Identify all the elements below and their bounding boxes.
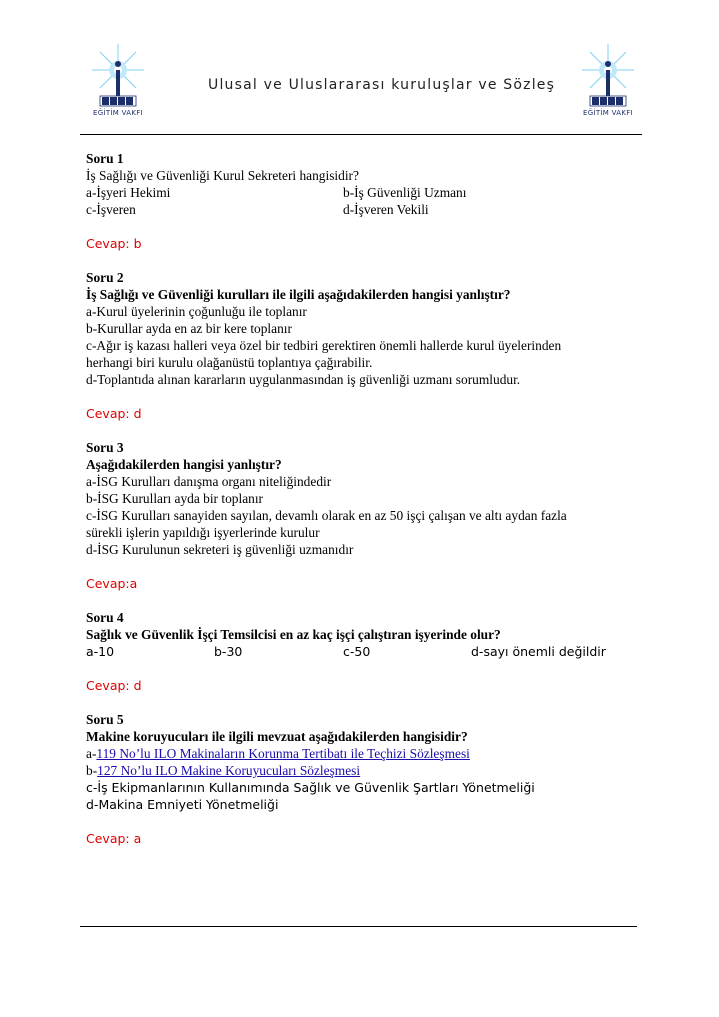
question-1-options-row-1 <box>86 184 626 201</box>
footer-divider <box>80 926 637 927</box>
question-4-answer: Cevap: d <box>86 678 142 693</box>
question-2-answer: Cevap: d <box>86 406 142 421</box>
question-3-text: Aşağıdakilerden hangisi yanlıştır? <box>86 457 282 472</box>
option-a: a-Kurul üyelerinin çoğunluğu ile toplanır <box>86 304 307 319</box>
option-b: b-Kurullar ayda en az bir kere toplanır <box>86 321 292 336</box>
option-c: c-İş Ekipmanlarının Kullanımında Sağlık ve Güvenlik Şartları Yönetmeliği <box>86 780 535 795</box>
question-2-title: Soru 2 <box>86 270 124 285</box>
option-c: c-İSG Kurulları sanayiden sayılan, devamlı olarak en az 50 işçi çalışan ve altı aydan fazla <box>86 508 567 523</box>
question-1-text: İş Sağlığı ve Güvenliği Kurul Sekreteri hangisidir? <box>86 168 359 183</box>
option-b: b-30 <box>214 644 243 659</box>
ilo-119-link[interactable]: 119 No’lu ILO Makinaların Korunma Tertibatı ile Teçhizi Sözleşmesi <box>96 746 470 761</box>
option-prefix: a- <box>86 746 97 761</box>
question-list <box>86 150 626 847</box>
option-a <box>86 745 626 762</box>
question-4-text: Sağlık ve Güvenlik İşçi Temsilcisi en az kaç işçi çalıştıran işyerinde olur? <box>86 627 501 642</box>
option-c-continued: sürekli işlerin yapıldığı işyerlerinde kurulur <box>86 525 320 540</box>
question-4-options-row <box>86 643 626 660</box>
mess-logo-left <box>82 40 154 120</box>
option-prefix: b- <box>86 763 98 778</box>
option-c: c-Ağır iş kazası halleri veya özel bir tedbiri gerektiren önemli hallerde kurul üyelerinden <box>86 338 562 353</box>
ilo-127-link[interactable]: 127 No’lu ILO Makine Koruyucuları Sözleşmesi <box>97 763 361 778</box>
question-2-text: İş Sağlığı ve Güvenliği kurulları ile ilgili aşağıdakilerden hangisi yanlıştır? <box>86 287 511 302</box>
question-5-answer: Cevap: a <box>86 831 142 846</box>
question-1-answer: Cevap: b <box>86 236 142 251</box>
option-c-continued: herhangi biri kurulu olağanüstü toplantıya çağırabilir. <box>86 355 373 370</box>
question-3-title: Soru 3 <box>86 440 124 455</box>
star-figure-icon <box>572 40 644 110</box>
logo-text: EĞİTİM VAKFI <box>93 109 143 117</box>
question-3-answer: Cevap:a <box>86 576 138 591</box>
option-a: a-10 <box>86 644 115 659</box>
option-b: b-İSG Kurulları ayda bir toplanır <box>86 491 264 506</box>
mess-logo-right <box>572 40 644 120</box>
option-b: b-İş Güvenliği Uzmanı <box>343 185 467 200</box>
option-d: d-İSG Kurulunun sekreteri iş güvenliği uzmanıdır <box>86 542 354 557</box>
option-d: d-Toplantıda alınan kararların uygulanmasından iş güvenliği uzmanı sorumludur. <box>86 372 521 387</box>
header-divider <box>80 134 642 135</box>
option-c: c-50 <box>343 644 371 659</box>
option-b <box>86 762 626 779</box>
option-a: a-İSG Kurulları danışma organı niteliğindedir <box>86 474 332 489</box>
question-1-title: Soru 1 <box>86 151 124 166</box>
question-5-text: Makine koruyucuları ile ilgili mevzuat aşağıdakilerden hangisidir? <box>86 729 468 744</box>
option-d: d-İşveren Vekili <box>343 202 429 217</box>
option-d: d-Makina Emniyeti Yönetmeliği <box>86 797 279 812</box>
question-1-options-row-2 <box>86 201 626 218</box>
page-header-title: Ulusal ve Uluslararası kuruluşlar ve Sözleş <box>208 77 556 93</box>
option-c: c-İşveren <box>86 202 136 217</box>
question-4-title: Soru 4 <box>86 610 124 625</box>
star-figure-icon <box>82 40 154 110</box>
question-5-title: Soru 5 <box>86 712 124 727</box>
option-a: a-İşyeri Hekimi <box>86 185 171 200</box>
option-d: d-sayı önemli değildir <box>471 644 606 659</box>
logo-text: EĞİTİM VAKFI <box>583 109 633 117</box>
